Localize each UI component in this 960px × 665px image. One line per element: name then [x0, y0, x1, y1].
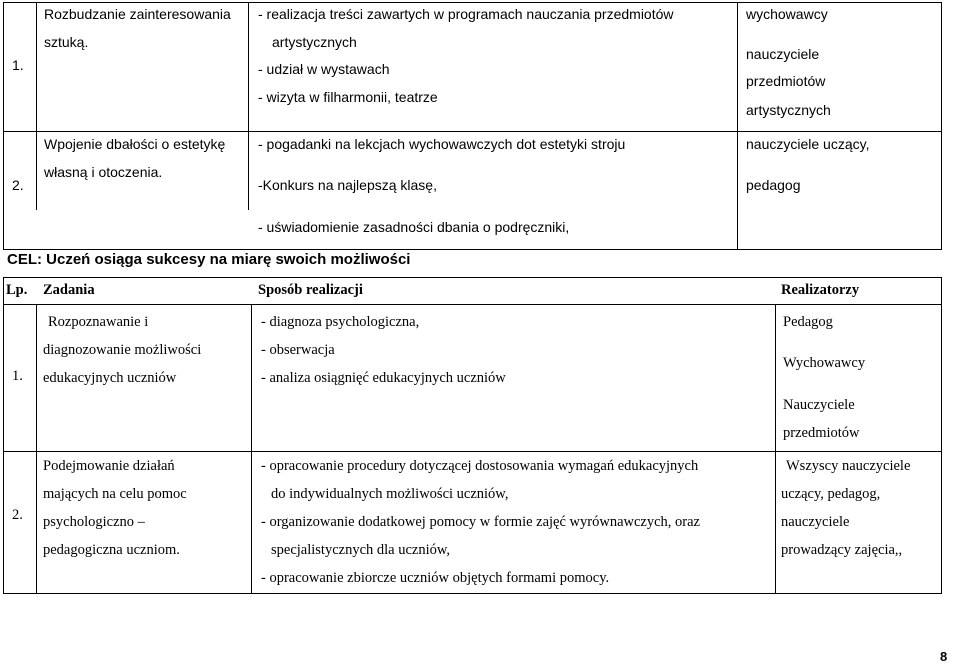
task-line: Wpojenie dbałości o estetykę — [44, 136, 226, 152]
task-line: mających na celu pomoc — [43, 486, 187, 502]
header-lp: Lp. — [6, 282, 28, 298]
method-line: - analiza osiągnięć edukacyjnych uczniów — [261, 370, 506, 386]
responsible-line: nauczyciele — [746, 46, 820, 62]
task-line: edukacyjnych uczniów — [43, 370, 177, 386]
responsible-line: Pedagog — [783, 314, 833, 330]
method-line: - organizowanie dodatkowej pomocy w formie zajęć wyrównawczych, oraz — [261, 514, 700, 530]
method-line: - pogadanki na lekcjach wychowawczych dot estetyki stroju — [258, 136, 626, 152]
task-line: psychologiczno – — [43, 514, 145, 530]
responsible-line: uczący, pedagog, — [781, 486, 881, 502]
task-line: Rozpoznawanie i — [48, 314, 149, 330]
row-number: 2. — [12, 507, 23, 523]
responsible-line: wychowawcy — [746, 6, 828, 22]
method-line: -Konkurs na najlepszą klasę, — [258, 177, 437, 193]
method-line: do indywidualnych możliwości uczniów, — [271, 486, 509, 502]
method-line: - opracowanie procedury dotyczącej dostosowania wymagań edukacyjnych — [261, 458, 699, 474]
responsible-line: przedmiotów — [783, 425, 860, 441]
method-line: - obserwacja — [261, 342, 335, 358]
responsible-line: Wychowawcy — [783, 355, 866, 371]
goal-heading: CEL: Uczeń osiąga sukcesy na miarę swoich możliwości — [7, 251, 411, 268]
method-line: - opracowanie zbiorcze uczniów objętych formami pomocy. — [261, 570, 610, 586]
method-line: - uświadomienie zasadności dbania o podręczniki, — [258, 219, 570, 235]
method-line: - udział w wystawach — [258, 61, 390, 77]
responsible-line: nauczyciele uczący, — [746, 136, 870, 152]
task-line: sztuką. — [44, 34, 89, 50]
responsible-line: Wszyscy nauczyciele — [786, 458, 911, 474]
header-responsible: Realizatorzy — [781, 282, 860, 298]
responsible-line: pedagog — [746, 177, 801, 193]
method-line: artystycznych — [272, 34, 357, 50]
method-line: specjalistycznych dla uczniów, — [271, 542, 451, 558]
task-line: własną i otoczenia. — [44, 164, 163, 180]
responsible-line: przedmiotów — [746, 73, 826, 89]
task-line: diagnozowanie możliwości — [43, 342, 202, 358]
responsible-line: prowadzący zajęcia,, — [781, 542, 903, 558]
row-number: 2. — [12, 177, 24, 193]
header-tasks: Zadania — [43, 282, 95, 298]
responsible-line: nauczyciele — [781, 514, 850, 530]
task-line: Podejmowanie działań — [43, 458, 175, 474]
method-line: - realizacja treści zawartych w programach nauczania przedmiotów — [258, 6, 674, 22]
header-method: Sposób realizacji — [258, 282, 363, 298]
task-line: pedagogiczna uczniom. — [43, 542, 180, 558]
method-line: - diagnoza psychologiczna, — [261, 314, 420, 330]
page-number: 8 — [940, 649, 948, 664]
responsible-line: artystycznych — [746, 102, 831, 118]
task-line: Rozbudzanie zainteresowania — [44, 6, 231, 22]
row-number: 1. — [12, 57, 24, 73]
row-number: 1. — [12, 368, 23, 384]
responsible-line: Nauczyciele — [783, 397, 855, 413]
method-line: - wizyta w filharmonii, teatrze — [258, 89, 438, 105]
